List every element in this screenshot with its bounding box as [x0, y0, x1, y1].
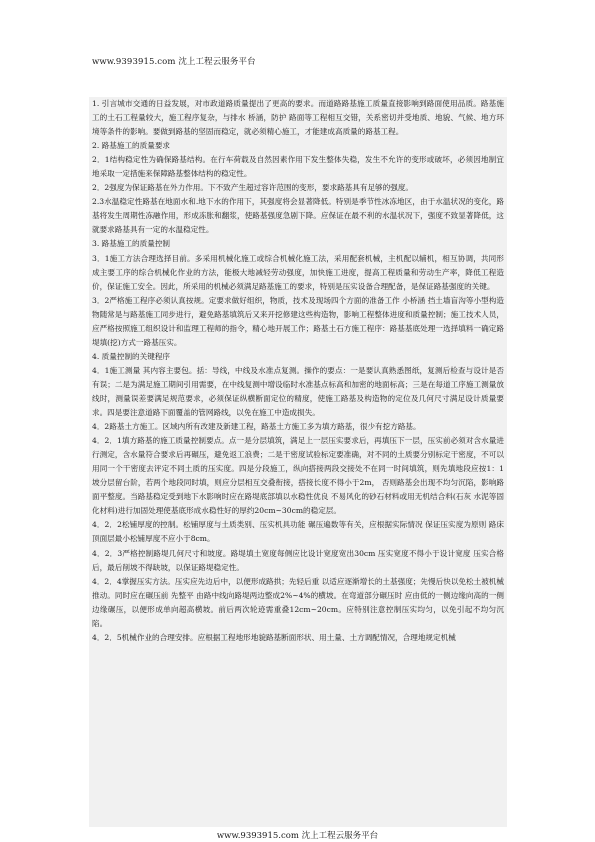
heading-section-4: 4. 质量控制的关键程序	[92, 351, 171, 361]
paragraph-4-2-4: 4．2．4掌握压实方法。压实应先边后中，以便形成路拱；先轻后重 以适应逐渐增长的土基强度；先慢后快以免松土被机械推动。同时应在碾压前 先整平 由路中线向路堤两边整成2%~4%的横坡。在弯道部分碾压时 应由低的一侧边缘向高的一侧边缘碾压，以便形成单向超高横坡。前后两次轮迹需重叠12cm~20cm。应特别注意控制压实均匀，以免引起不均匀沉陷。	[92, 576, 504, 628]
heading-section-2: 2. 路基施工的质量要求	[92, 141, 171, 151]
page-footer: www.9393915.com 沈上工程云服务平台	[216, 831, 379, 841]
paragraph-2-2: 2．2强度为保证路基在外力作用。下不致产生超过容许范围的变形，要求路基具有足够的强度。	[92, 183, 414, 193]
page-header: www.9393915.com 沈上工程云服务平台	[92, 57, 256, 67]
paragraph-4-2-1: 4．2．1填方路基的施工质量控制要点。点一是分层填筑，满足上一层压实要求后，再填压下一层，压实前必须对含水量进行测定，含水量符合要求后再碾压，避免返工浪费；二是干密度试验标定要准确，对不同的土质要分别标定干密度，不可以用同一个干密度去评定不同土质的压实度。四是分段施工，纵向搭接两段交接处不在同一时间填筑，则先填地段应按1：1坡分层留台阶，若两个地段同时填，则应分层相互交叠衔接，搭接长度不得小于2m， 否则路基会出现不均匀沉陷，影响路面平整度。当路基稳定受到地下水影响时应在路堤底部填以水稳性优良 不易风化的砂石材料或用无机结合料(石灰 水泥等固化材料)进行加固处理使基底形成水稳性好的厚约20cm~30cm的稳定层。	[92, 436, 504, 516]
paragraph-4-2-3: 4．2．3严格控制路堤几何尺寸和坡度。路堤填土宽度每侧应比设计宽度宽出30cm 压实宽度不得小于设计宽度 压实合格后，最后削坡不得缺坡，以保证路堤稳定性。	[92, 548, 504, 572]
paragraph-3-1: 3．1施工方法合理选择目前。多采用机械化施工或综合机械化施工法，采用配套机械，主机配以辅机，相互协调，共同形成主要工序的综合机械化作业的方法，能极大地减轻劳动强度，加快施工进度，提高工程质量和劳动生产率，降低工程造价，保证施工安全。因此，所采用的机械必须满足路基施工的要求，特别是压实设备合理配备，是保证路基强度的关键。	[92, 253, 504, 291]
paragraph-4-1: 4．1施工测量 其内容主要包。括：导线，中线及水准点复测。操作的要点：一是要认真熟悉图纸，复测后检查与设计是否有误；二是为满足施工期间引用需要，在中线复测中增设临时水准基点标高和加密的地面标高；三是在每道工序施工测量放线时，测量误差要满足规范要求，必须保证纵横断面定位的精度，使施工路基及构造物的定位及几何尺寸满足设计质量要求。四是要注意道路下面覆盖的管网路线，以免在施工中造成损失。	[92, 365, 504, 418]
paragraph-3-2: 3．2严格施工程序必须认真按规。定要求做好组织，物质，技术及现场四个方面的准备工作 小桥涵 挡土墙盲沟等小型构造物随常是与路基施工同步进行，避免路基填筑后又来开挖修建这些构造物，影响工程整体进度和质量控制；施工技术人员，应严格按照施工组织设计和监理工程师的指令，精心地开展工作；路基土石方施工程序：路基基底处理一选择填料一确定路堤填(挖)方式一路基压实。	[92, 295, 504, 347]
paragraph-intro: 1. 引言城市交通的日益发展，对市政道路质量提出了更高的要求。而道路路基施工质量直接影响到路面使用品质。路基施工的土石工程量较大，施工程序复杂，与排水 桥涵，防护 路面等工程相互交错，关系密切并受地质、地貌、气候、地方环境等条件的影响。要做到路基的坚固而稳定，就必须精心施工，才能建成高质量的路基工程。	[92, 99, 504, 137]
paragraph-4-2-2: 4．2．2松铺厚度的控制。松铺厚度与土质类别、压实机具功能 碾压遍数等有关，应根据实际情况 保证压实度为原则 路床顶面层最小松铺厚度不应小于8cm。	[92, 520, 504, 544]
paragraph-4-2: 4．2路基土方施工。区域内所有改建及新建工程，路基土方施工多为填方路基，很少有挖方路基。	[92, 422, 421, 432]
paragraph-2-1: 2．1结构稳定性为确保路基结构。在行车荷载及自然因素作用下发生整体失稳，发生不允许的变形或破坏，必须因地制宜地采取一定措施来保障路基整体结构的稳定性。	[92, 155, 504, 179]
paragraph-2-3: 2.3水温稳定性路基在地面水和.地下水的作用下，其强度将会显著降低。特别是季节性冰冻地区，由于水温状况的变化，路基将发生周期性冻融作用，形成冻胀和翻浆，使路基强度急剧下降。应保证在最不利的水温状况下，强度不致显著降低，这就要求路基具有一定的水温稳定性。	[92, 197, 504, 235]
document-body	[89, 97, 507, 827]
paragraph-4-2-5: 4．2．5机械作业的合理安排。应根据工程地形地貌路基断面形状、用土量、土方调配情况，合理地规定机械	[92, 632, 456, 642]
heading-section-3: 3. 路基施工的质量控制	[92, 239, 171, 249]
